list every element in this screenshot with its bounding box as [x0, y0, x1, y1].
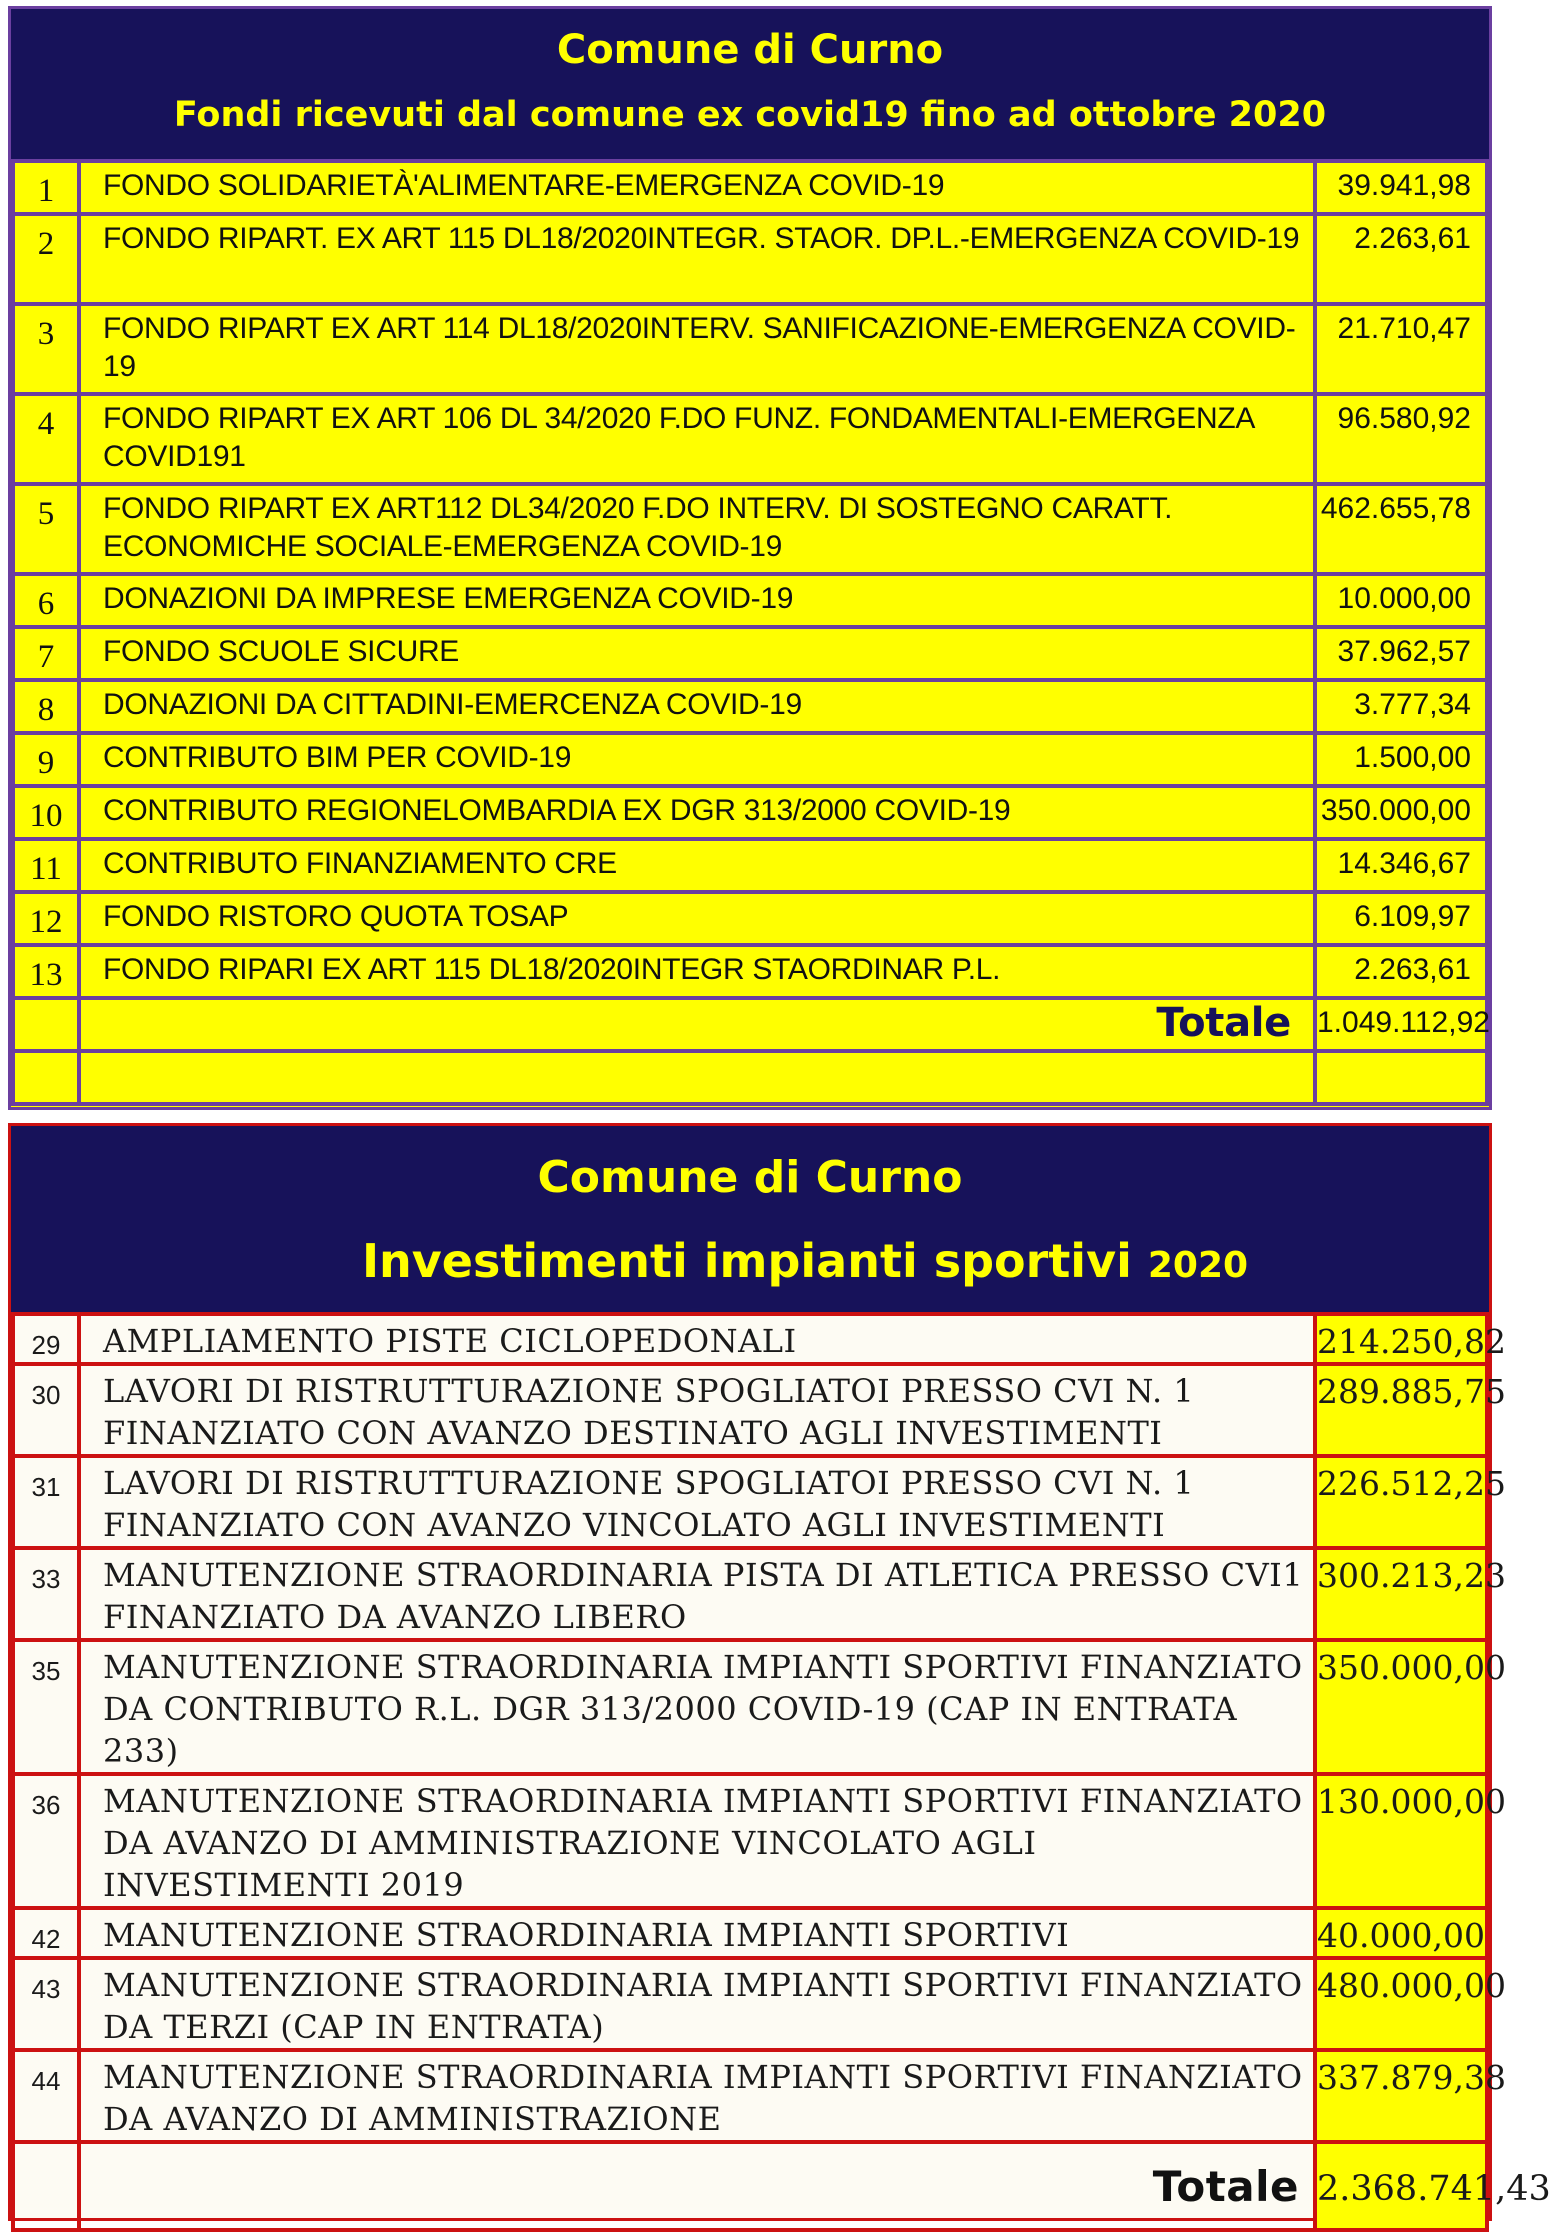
- table-row: [13, 1908, 1487, 1958]
- row-amount: 1.500,00: [1315, 733, 1487, 786]
- row-amount: 3.777,34: [1315, 680, 1487, 733]
- table-row: [13, 161, 1487, 214]
- total-label: Totale: [1156, 1000, 1291, 1046]
- table-row: [13, 733, 1487, 786]
- table-row: [13, 839, 1487, 892]
- row-description: CONTRIBUTO REGIONELOMBARDIA EX DGR 313/2000 COVID-19: [79, 786, 1315, 839]
- row-number: 42: [13, 1908, 79, 1958]
- table-row: [13, 945, 1487, 998]
- total-row: [13, 2142, 1487, 2230]
- sports-investments-subtitle-line: [11, 1234, 1489, 1288]
- row-description: DONAZIONI DA CITTADINI-EMERCENZA COVID-19: [79, 680, 1315, 733]
- row-description: LAVORI DI RISTRUTTURAZIONE SPOGLIATOI PRESSO CVI N. 1 FINANZIATO CON AVANZO VINCOLATO AGLI INVESTIMENTI: [79, 1456, 1315, 1548]
- covid-funds-grid: [11, 159, 1489, 1106]
- row-amount: 37.962,57: [1315, 627, 1487, 680]
- row-description: FONDO RIPART EX ART 106 DL 34/2020 F.DO FUNZ. FONDAMENTALI-EMERGENZA COVID191: [79, 394, 1315, 484]
- covid-funds-table: [8, 6, 1492, 1110]
- row-description: MANUTENZIONE STRAORDINARIA IMPIANTI SPORTIVI: [79, 1908, 1315, 1958]
- total-label-cell: [79, 2142, 1315, 2230]
- table-row: [13, 304, 1487, 394]
- row-amount: 40.000,00: [1315, 1908, 1487, 1958]
- row-number: 10: [13, 786, 79, 839]
- row-description: FONDO RISTORO QUOTA TOSAP: [79, 892, 1315, 945]
- total-label-cell: [79, 998, 1315, 1051]
- table-row: [13, 214, 1487, 304]
- table-row: [13, 394, 1487, 484]
- row-description: MANUTENZIONE STRAORDINARIA IMPIANTI SPORTIVI FINANZIATO DA TERZI (CAP IN ENTRATA): [79, 1958, 1315, 2050]
- row-number: 35: [13, 1640, 79, 1774]
- table-row: [13, 1456, 1487, 1548]
- row-description: LAVORI DI RISTRUTTURAZIONE SPOGLIATOI PRESSO CVI N. 1 FINANZIATO CON AVANZO DESTINATO AGLI INVESTIMENTI: [79, 1364, 1315, 1456]
- table-row: [13, 1640, 1487, 1774]
- row-description: MANUTENZIONE STRAORDINARIA PISTA DI ATLETICA PRESSO CVI1 FINANZIATO DA AVANZO LIBERO: [79, 1548, 1315, 1640]
- row-number: 4: [13, 394, 79, 484]
- row-amount: 14.346,67: [1315, 839, 1487, 892]
- empty-cell: [79, 1051, 1315, 1104]
- total-amount: 1.049.112,92: [1315, 998, 1487, 1051]
- row-amount: 214.250,82: [1315, 1314, 1487, 1364]
- row-number: 1: [13, 161, 79, 214]
- empty-row: [13, 1051, 1487, 1104]
- sports-investments-year: 2020: [1147, 1245, 1249, 1286]
- row-number: 43: [13, 1958, 79, 2050]
- row-number: 13: [13, 945, 79, 998]
- row-number: 29: [13, 1314, 79, 1364]
- row-amount: 350.000,00: [1315, 786, 1487, 839]
- row-amount: 10.000,00: [1315, 574, 1487, 627]
- row-description: FONDO RIPART EX ART112 DL34/2020 F.DO INTERV. DI SOSTEGNO CARATT. ECONOMICHE SOCIALE-EMERGENZA COVID-19: [79, 484, 1315, 574]
- table-row: [13, 680, 1487, 733]
- row-amount: 6.109,97: [1315, 892, 1487, 945]
- total-label: Totale: [1152, 2161, 1299, 2211]
- empty-cell: [13, 1051, 79, 1104]
- covid-funds-subtitle: Fondi ricevuti dal comune ex covid19 fino ad ottobre 2020: [173, 95, 1327, 135]
- row-number: 11: [13, 839, 79, 892]
- row-number: 36: [13, 1774, 79, 1908]
- row-description: DONAZIONI DA IMPRESE EMERGENZA COVID-19: [79, 574, 1315, 627]
- total-amount: 2.368.741,43: [1315, 2142, 1487, 2230]
- table-row: [13, 892, 1487, 945]
- sports-investments-header: [11, 1126, 1489, 1312]
- row-amount: 2.263,61: [1315, 214, 1487, 304]
- row-amount: 350.000,00: [1315, 1640, 1487, 1774]
- sports-investments-table: [8, 1123, 1551, 2221]
- table-row: [13, 1364, 1487, 1456]
- covid-funds-title: Comune di Curno: [556, 27, 944, 73]
- empty-cell: [1315, 1051, 1487, 1104]
- row-number: 8: [13, 680, 79, 733]
- row-amount: 130.000,00: [1315, 1774, 1487, 1908]
- row-number: 7: [13, 627, 79, 680]
- table-row: [13, 2050, 1487, 2142]
- table-row: [13, 1774, 1487, 1908]
- row-amount: 96.580,92: [1315, 394, 1487, 484]
- row-amount: 226.512,25: [1315, 1456, 1487, 1548]
- covid-funds-header: [11, 9, 1489, 159]
- row-description: MANUTENZIONE STRAORDINARIA IMPIANTI SPORTIVI FINANZIATO DA AVANZO DI AMMINISTRAZIONE: [79, 2050, 1315, 2142]
- table-row: [13, 1958, 1487, 2050]
- row-number: 30: [13, 1364, 79, 1456]
- row-description: FONDO RIPART. EX ART 115 DL18/2020INTEGR. STAOR. DP.L.-EMERGENZA COVID-19: [79, 214, 1315, 304]
- row-description: FONDO SOLIDARIETÀ'ALIMENTARE-EMERGENZA COVID-19: [79, 161, 1315, 214]
- row-number: 44: [13, 2050, 79, 2142]
- row-amount: 289.885,75: [1315, 1364, 1487, 1456]
- row-amount: 337.879,38: [1315, 2050, 1487, 2142]
- row-description: MANUTENZIONE STRAORDINARIA IMPIANTI SPORTIVI FINANZIATO DA CONTRIBUTO R.L. DGR 313/2000 COVID-19 (CAP IN ENTRATA 233): [79, 1640, 1315, 1774]
- table-row: [13, 1548, 1487, 1640]
- empty-cell: [13, 2142, 79, 2230]
- sports-investments-title: Comune di Curno: [537, 1152, 963, 1203]
- row-number: 5: [13, 484, 79, 574]
- empty-cell: [13, 998, 79, 1051]
- row-amount: 300.213,23: [1315, 1548, 1487, 1640]
- row-amount: 39.941,98: [1315, 161, 1487, 214]
- row-description: FONDO SCUOLE SICURE: [79, 627, 1315, 680]
- row-description: AMPLIAMENTO PISTE CICLOPEDONALI: [79, 1314, 1315, 1364]
- sports-investments-grid: [11, 1312, 1551, 2232]
- table-row: [13, 574, 1487, 627]
- table-row: [13, 786, 1487, 839]
- row-number: 12: [13, 892, 79, 945]
- row-description: FONDO RIPARI EX ART 115 DL18/2020INTEGR STAORDINAR P.L.: [79, 945, 1315, 998]
- table-row: [13, 1314, 1487, 1364]
- row-number: 3: [13, 304, 79, 394]
- row-amount: 480.000,00: [1315, 1958, 1487, 2050]
- total-row: [13, 998, 1487, 1051]
- row-description: CONTRIBUTO BIM PER COVID-19: [79, 733, 1315, 786]
- row-number: 9: [13, 733, 79, 786]
- row-description: FONDO RIPART EX ART 114 DL18/2020INTERV. SANIFICAZIONE-EMERGENZA COVID-19: [79, 304, 1315, 394]
- row-amount: 462.655,78: [1315, 484, 1487, 574]
- row-number: 6: [13, 574, 79, 627]
- table-row: [13, 627, 1487, 680]
- row-description: MANUTENZIONE STRAORDINARIA IMPIANTI SPORTIVI FINANZIATO DA AVANZO DI AMMINISTRAZIONE VINCOLATO AGLI INVESTIMENTI 2019: [79, 1774, 1315, 1908]
- row-amount: 2.263,61: [1315, 945, 1487, 998]
- row-number: 2: [13, 214, 79, 304]
- row-description: CONTRIBUTO FINANZIAMENTO CRE: [79, 839, 1315, 892]
- sports-investments-subtitle: Investimenti impianti sportivi: [361, 1234, 1132, 1288]
- row-number: 31: [13, 1456, 79, 1548]
- table-row: [13, 484, 1487, 574]
- row-number: 33: [13, 1548, 79, 1640]
- row-amount: 21.710,47: [1315, 304, 1487, 394]
